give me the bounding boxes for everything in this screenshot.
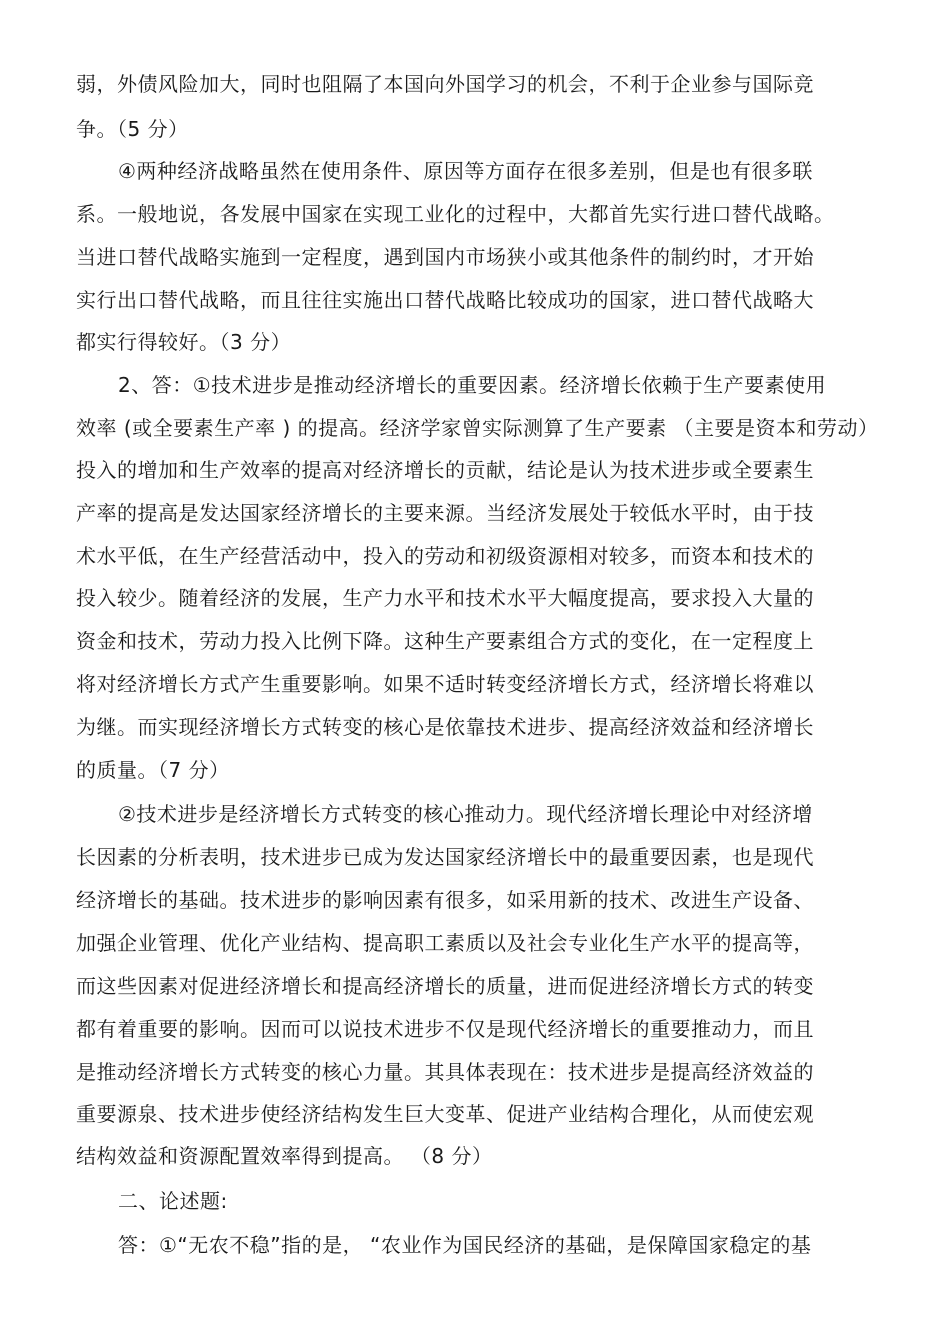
text-line: 的质量。（7 分） xyxy=(76,758,230,782)
text-line: 是推动经济增长方式转变的核心力量。其具体表现在：技术进步是提高经济效益的 xyxy=(76,1060,814,1084)
text-line: 都有着重要的影响。因而可以说技术进步不仅是现代经济增长的重要推动力，而且 xyxy=(76,1017,814,1041)
text-line: 重要源泉、技术进步使经济结构发生巨大变革、促进产业结构合理化，从而使宏观 xyxy=(76,1102,814,1126)
text-line: ④两种经济战略虽然在使用条件、原因等方面存在很多差别，但是也有很多联 xyxy=(118,159,813,183)
text-line: 经济增长的基础。技术进步的影响因素有很多，如采用新的技术、改进生产设备、 xyxy=(76,888,814,912)
section-heading: 二、论述题: xyxy=(118,1189,228,1213)
text-line: 系。一般地说，各发展中国家在实现工业化的过程中，大都首先实行进口替代战略。 xyxy=(76,202,835,226)
text-line: 产率的提高是发达国家经济增长的主要来源。当经济发展处于较低水平时，由于技 xyxy=(76,501,814,525)
text-line: 资金和技术，劳动力投入比例下降。这种生产要素组合方式的变化，在一定程度上 xyxy=(76,629,814,653)
text-line: 为继。而实现经济增长方式转变的核心是依靠技术进步、提高经济效益和经济增长 xyxy=(76,715,814,739)
text-line: 投入的增加和生产效率的提高对经济增长的贡献，结论是认为技术进步或全要素生 xyxy=(76,458,814,482)
text-line: 术水平低，在生产经营活动中，投入的劳动和初级资源相对较多，而资本和技术的 xyxy=(76,544,814,568)
text-line: 实行出口替代战略，而且往往实施出口替代战略比较成功的国家，进口替代战略大 xyxy=(76,288,814,312)
text-line: 都实行得较好。（3 分） xyxy=(76,330,292,354)
text-line: 效率 (或全要素生产率 ) 的提高。经济学家曾实际测算了生产要素 （主要是资本和劳动） xyxy=(76,416,879,440)
text-line: 当进口替代战略实施到一定程度，遇到国内市场狭小或其他条件的制约时，才开始 xyxy=(76,245,814,269)
text-line: ②技术进步是经济增长方式转变的核心推动力。现代经济增长理论中对经济增 xyxy=(118,802,813,826)
text-line: 将对经济增长方式产生重要影响。如果不适时转变经济增长方式，经济增长将难以 xyxy=(76,672,814,696)
text-line: 答：①“无农不稳”指的是， “农业作为国民经济的基础，是保障国家稳定的基 xyxy=(118,1233,812,1257)
text-line: 弱，外债风险加大，同时也阻隔了本国向外国学习的机会，不利于企业参与国际竞 xyxy=(76,72,814,96)
text-line: 加强企业管理、优化产业结构、提高职工素质以及社会专业化生产水平的提高等， xyxy=(76,931,814,955)
text-line: 长因素的分析表明，技术进步已成为发达国家经济增长中的最重要因素，也是现代 xyxy=(76,845,814,869)
text-line: 2、答：①技术进步是推动经济增长的重要因素。经济增长依赖于生产要素使用 xyxy=(118,373,827,397)
text-line: 争。（5 分） xyxy=(76,117,189,141)
text-line: 投入较少。随着经济的发展，生产力水平和技术水平大幅度提高，要求投入大量的 xyxy=(76,586,814,610)
text-line: 结构效益和资源配置效率得到提高。 （8 分） xyxy=(76,1144,493,1168)
text-line: 而这些因素对促进经济增长和提高经济增长的质量，进而促进经济增长方式的转变 xyxy=(76,974,814,998)
